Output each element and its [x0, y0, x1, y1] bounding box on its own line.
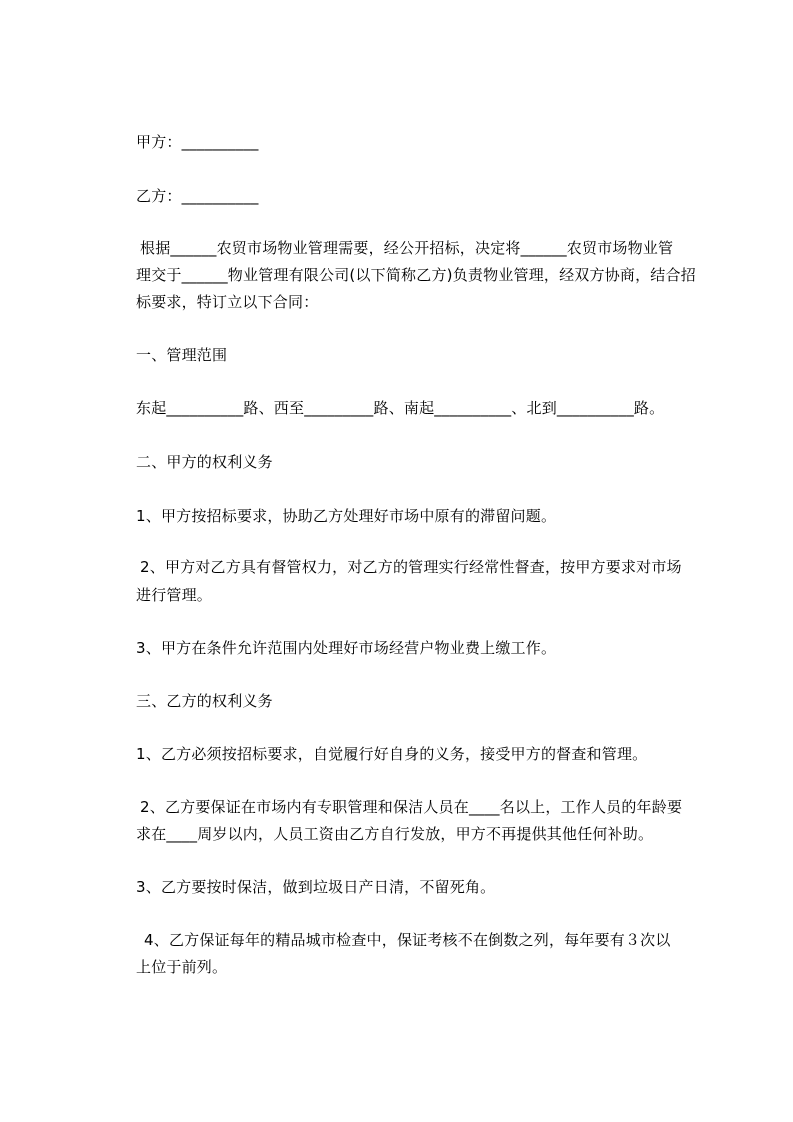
clause-text: 进行管理。 — [136, 586, 213, 604]
clause-text: 1、甲方按招标要求，协助乙方处理好市场中原有的滞留问题。 — [136, 507, 557, 525]
clause-text: 2、乙方要保证在市场内有专职管理和保洁人员在____名以上，工作人员的年龄要 — [140, 798, 683, 816]
clause-text: 1、乙方必须按招标要求，自觉履行好自身的义务，接受甲方的督查和管理。 — [136, 745, 648, 763]
section-heading: 三、乙方的权利义务 — [136, 692, 273, 710]
scope-text: 东起__________路、西至_________路、南起__________、北到__________路。 — [136, 399, 665, 417]
preamble-line: 理交于______物业管理有限公司(以下简称乙方)负责物业管理，经双方协商，结合招 — [136, 266, 696, 284]
preamble-line: 根据______农贸市场物业管理需要，经公开招标，决定将______农贸市场物业管 — [140, 239, 674, 257]
section-heading: 一、管理范围 — [136, 346, 228, 364]
party-a-line: 甲方：__________ — [136, 133, 259, 151]
clause-text: 4、乙方保证每年的精品城市检查中，保证考核不在倒数之列，每年要有３次以 — [144, 931, 671, 949]
clause-text: 上位于前列。 — [136, 958, 228, 976]
section-heading: 二、甲方的权利义务 — [136, 453, 273, 471]
clause-text: 求在____周岁以内，人员工资由乙方自行发放，甲方不再提供其他任何补助。 — [136, 825, 654, 843]
clause-text: 3、乙方要按时保洁，做到垃圾日产日清，不留死角。 — [136, 878, 496, 896]
preamble-line: 标要求，特订立以下合同： — [136, 293, 319, 311]
clause-text: 3、甲方在条件允许范围内处理好市场经营户物业费上缴工作。 — [136, 639, 557, 657]
party-b-line: 乙方：__________ — [136, 187, 259, 205]
clause-text: 2、甲方对乙方具有督管权力，对乙方的管理实行经常性督查，按甲方要求对市场 — [140, 558, 682, 576]
